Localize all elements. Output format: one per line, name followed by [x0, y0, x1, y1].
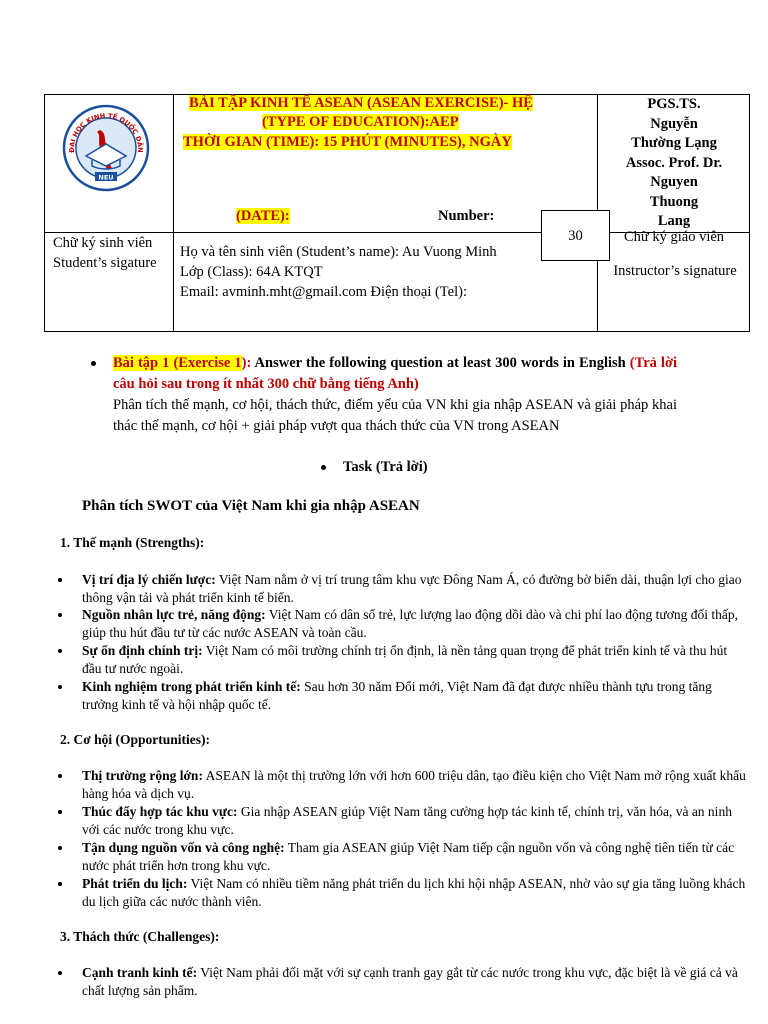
student-contact: Email: avminh.mht@gmail.com Điện thoại (Tel):	[180, 284, 467, 300]
bullet-icon	[58, 685, 62, 689]
bullet-icon	[58, 810, 62, 814]
exercise-title-line: THỜI GIAN (TIME): 15 PHÚT (MINUTES), NGÀY	[183, 134, 512, 150]
section-title-strengths: 1. Thế mạnh (Strengths):	[60, 535, 205, 550]
list-item: Kinh nghiệm trong phát triển kinh tế: Sau hơn 30 năm Đổi mới, Việt Nam đã đạt được nhiều thành tựu trong tăng trưởng kinh tế và hội nhập quốc tế.	[82, 678, 748, 713]
exercise-title-line: (TYPE OF EDUCATION):AEP	[262, 114, 459, 130]
instructor-signature-label-en: Instructor’s signature	[613, 263, 737, 279]
bullet-icon	[58, 971, 62, 975]
list-item: Sự ổn định chính trị: Việt Nam có môi trường chính trị ổn định, là nền tảng quan trọng để phát triển kinh tế và thu hút đầu tư nước ngoài.	[82, 642, 748, 677]
number-label: Number:	[438, 208, 495, 224]
list-item: Tận dụng nguồn vốn và công nghệ: Tham gia ASEAN giúp Việt Nam tiếp cận nguồn vốn và công nghệ tiên tiến từ các nước phát triển hơn trong khu vực.	[82, 839, 748, 874]
list-item: Phát triển du lịch: Việt Nam có nhiều tiềm năng phát triển du lịch khi hội nhập ASEAN, nhờ vào sự gia tăng luồng khách du lịch giữa các nước thành viên.	[82, 875, 748, 910]
list-item: Thúc đẩy hợp tác khu vực: Gia nhập ASEAN giúp Việt Nam tăng cường hợp tác kinh tế, chính trị, văn hóa, và an ninh với các nước trong khu vực.	[82, 803, 748, 838]
exercise-prompt: Bài tập 1 (Exercise 1): Answer the following question at least 300 words in English (Trả lời câu hỏi sau trong ít nhất 300 chữ bằng tiếng Anh)	[113, 355, 677, 392]
date-label: (DATE):	[236, 208, 290, 224]
section-title-opportunities: 2. Cơ hội (Opportunities):	[60, 732, 210, 747]
student-name: Họ và tên sinh viên (Student’s name): Au Vuong Minh	[180, 244, 497, 260]
bullet-icon	[58, 846, 62, 850]
bullet-icon	[58, 578, 62, 582]
list-item: Vị trí địa lý chiến lược: Việt Nam nằm ở vị trí trung tâm khu vực Đông Nam Á, có đường bờ biển dài, thuận lợi cho giao thông vận tải và phát triển kinh tế biển.	[82, 571, 748, 606]
student-class: Lớp (Class): 64A KTQT	[180, 264, 323, 280]
university-seal-icon	[62, 104, 150, 192]
bullet-icon	[91, 361, 96, 366]
exercise-question: Phân tích thế mạnh, cơ hội, thách thức, điểm yếu của VN khi gia nhập ASEAN và giải pháp khai thác thế mạnh, cơ hội + giải pháp vượt qua thách thức của VN trong ASEAN	[113, 397, 677, 434]
essay-heading: Phân tích SWOT của Việt Nam khi gia nhập ASEAN	[82, 498, 420, 514]
table-divider	[173, 94, 174, 332]
bullet-icon	[321, 465, 326, 470]
bullet-icon	[58, 649, 62, 653]
section-title-challenges: 3. Thách thức (Challenges):	[60, 929, 220, 944]
number-box: 30	[541, 210, 610, 261]
instructor-signature-label-vi: Chữ ký giáo viên	[623, 229, 725, 245]
bullet-icon	[58, 774, 62, 778]
student-signature-label: Chữ ký sinh viên Student’s sigature	[53, 235, 157, 271]
list-item: Thị trường rộng lớn: ASEAN là một thị trường lớn với hơn 600 triệu dân, tạo điều kiện cho Việt Nam mở rộng xuất khẩu hàng hóa và dịch vụ.	[82, 767, 748, 802]
task-label: Task (Trả lời)	[343, 459, 428, 475]
logo-text: ĐẠI HỌC KINH TẾ QUỐC DÂN	[67, 111, 145, 153]
exercise-title-line: BÀI TẬP KINH TẾ ASEAN (ASEAN EXERCISE)- HỆ	[189, 95, 533, 111]
bullet-icon	[58, 613, 62, 617]
list-item: Nguồn nhân lực trẻ, năng động: Việt Nam có dân số trẻ, lực lượng lao động dồi dào và chi phí lao động tương đối thấp, giúp thu hút đầu tư từ các nước ASEAN và toàn cầu.	[82, 606, 748, 641]
list-item: Cạnh tranh kinh tế: Việt Nam phải đối mặt với sự cạnh tranh gay gắt từ các nước trong khu vực, đặc biệt là về giá cả và chất lượng sản phẩm.	[82, 964, 748, 999]
instructor-name: PGS.TS. Nguyễn Thường Lạng Assoc. Prof. Dr. Nguyen Thuong Lang	[625, 96, 723, 229]
logo-abbr: NEU	[98, 173, 114, 182]
bullet-icon	[58, 882, 62, 886]
